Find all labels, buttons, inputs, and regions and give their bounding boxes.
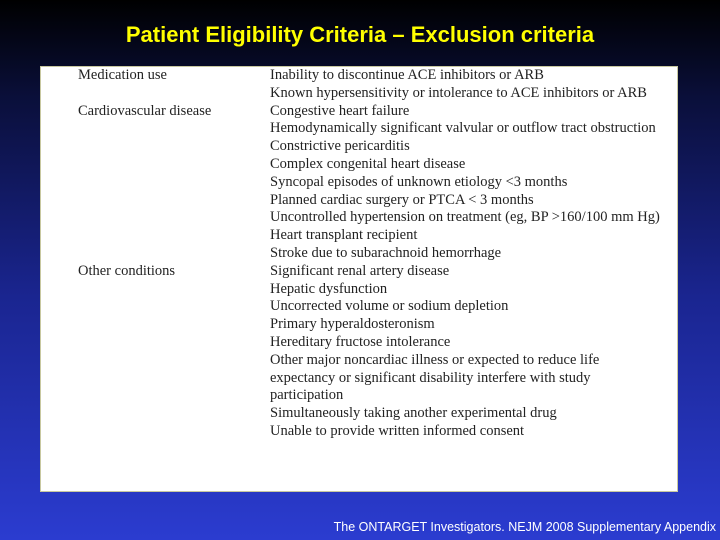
criteria-list xyxy=(270,67,665,103)
criteria-item: Syncopal episodes of unknown etiology <3 months xyxy=(270,173,568,190)
criteria-group-other xyxy=(78,263,673,441)
criteria-item: Constrictive pericarditis xyxy=(270,138,410,155)
criteria-item: Simultaneously taking another experimental drug xyxy=(270,405,557,422)
criteria-item: Stroke due to subarachnoid hemorrhage xyxy=(270,244,502,261)
criteria-item: Congestive heart failure xyxy=(270,102,410,119)
criteria-panel xyxy=(40,66,678,492)
criteria-item: Other major noncardiac illness or expected to reduce life expectancy or significant disability interfere with study participation xyxy=(270,351,600,404)
criteria-item: Inability to discontinue ACE inhibitors or ARB xyxy=(270,67,544,83)
criteria-item: Hepatic dysfunction xyxy=(270,280,388,297)
criteria-list xyxy=(270,103,665,263)
criteria-item: Hereditary fructose intolerance xyxy=(270,333,451,350)
criteria-item: Significant renal artery disease xyxy=(270,262,450,279)
category-label: Other conditions xyxy=(78,262,176,279)
criteria-item: Heart transplant recipient xyxy=(270,227,418,244)
criteria-table xyxy=(78,67,673,441)
slide-title: Patient Eligibility Criteria – Exclusion criteria xyxy=(125,22,595,47)
criteria-item: Hemodynamically significant valvular or outflow tract obstruction xyxy=(270,120,656,137)
source-credit: The ONTARGET Investigators. NEJM 2008 Supplementary Appendix xyxy=(333,520,716,534)
category-label: Cardiovascular disease xyxy=(78,102,212,119)
criteria-item: Uncontrolled hypertension on treatment (eg, BP >160/100 mm Hg) xyxy=(270,209,660,226)
criteria-item: Unable to provide written informed consent xyxy=(270,422,525,439)
criteria-group-cardiovascular xyxy=(78,103,673,263)
criteria-item: Primary hyperaldosteronism xyxy=(270,316,435,333)
criteria-group-medication xyxy=(78,67,673,103)
criteria-item: Uncorrected volume or sodium depletion xyxy=(270,298,509,315)
criteria-item: Complex congenital heart disease xyxy=(270,155,466,172)
criteria-item: Planned cardiac surgery or PTCA < 3 months xyxy=(270,191,534,208)
criteria-list xyxy=(270,263,665,441)
category-label: Medication use xyxy=(78,67,167,83)
criteria-item: Known hypersensitivity or intolerance to ACE inhibitors or ARB xyxy=(270,84,647,101)
